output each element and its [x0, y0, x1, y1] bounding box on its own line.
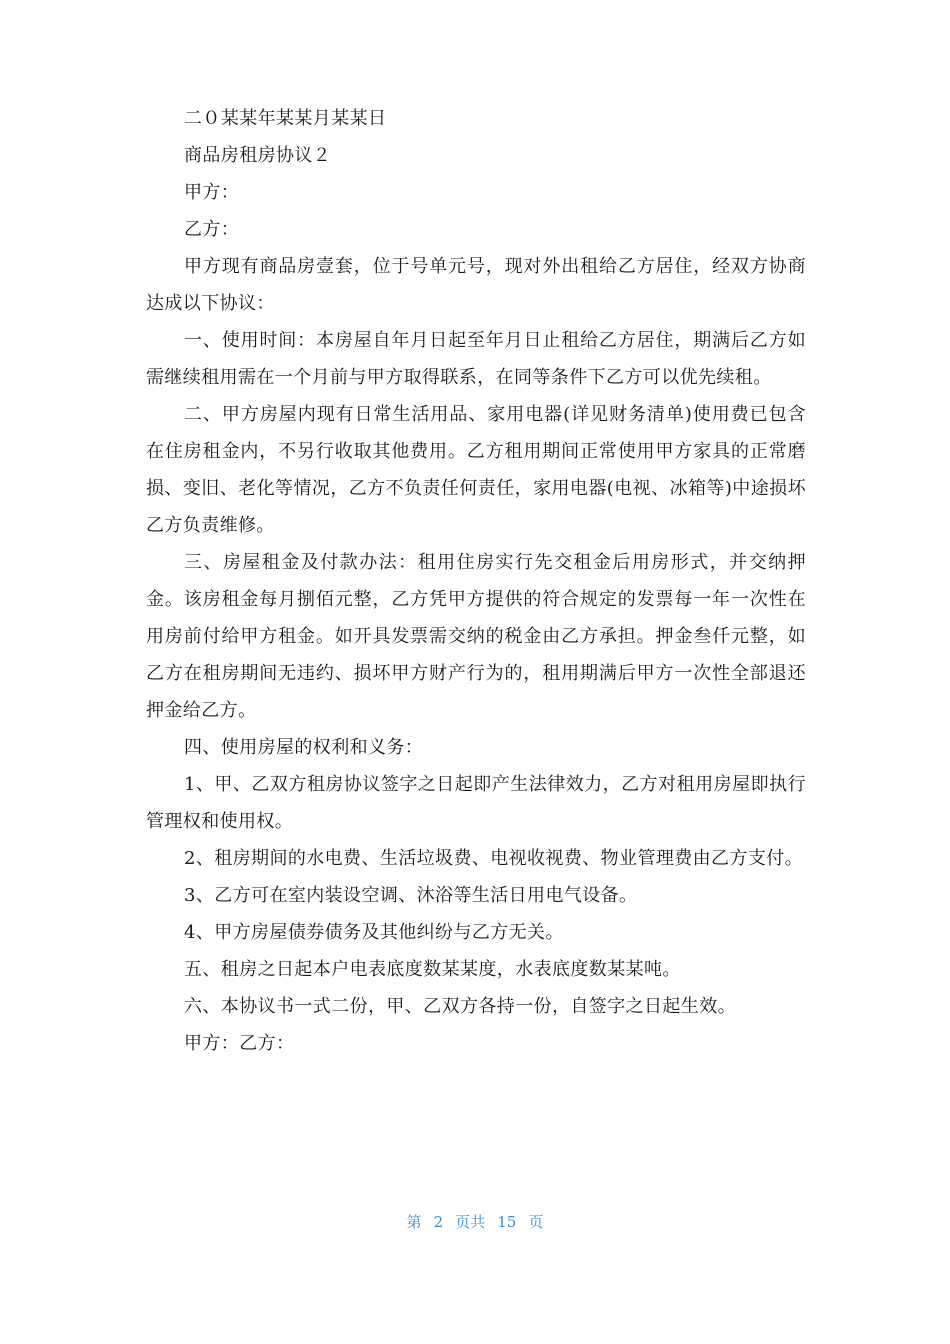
date-line: 二０某某年某某月某某日 — [184, 108, 387, 129]
clause-4-item-4: 4、甲方房屋债券债务及其他纠纷与乙方无关。 — [184, 922, 564, 943]
clause-3-paragraph: 三、房屋租金及付款办法：租用住房实行先交租金后用房形式，并交纳押金。该房租金每月捌佰元整，乙方凭甲方提供的符合规定的发票每一年一次性在用房前付给甲方租金。如开具发票需交纳的税金由乙方承担。押金叁仟元整，如乙方在租房期间无违约、损坏甲方财产行为的，租用期满后甲方一次性全部退还押金给乙方。 — [146, 552, 806, 721]
clause-1-paragraph: 一、使用时间：本房屋自年月日起至年月日止租给乙方居住，期满后乙方如需继续租用需在一个月前与甲方取得联系，在同等条件下乙方可以优先续租。 — [146, 330, 806, 388]
clause-4-item-1: 1、甲、乙双方租房协议签字之日起即产生法律效力，乙方对租用房屋即执行管理权和使用权。 — [146, 774, 806, 832]
clause-4-item-3: 3、乙方可在室内装设空调、沐浴等生活日用电气设备。 — [184, 885, 638, 906]
clause-5-paragraph: 五、租房之日起本户电表底度数某某度，水表底度数某某吨。 — [184, 959, 681, 980]
document-body — [146, 100, 806, 1062]
footer-prefix: 第 — [406, 1213, 422, 1231]
footer-current-page: 2 — [433, 1213, 444, 1231]
intro-paragraph: 甲方现有商品房壹套，位于号单元号，现对外出租给乙方居住，经双方协商达成以下协议： — [146, 256, 806, 314]
clause-4-heading: 四、使用房屋的权利和义务： — [184, 737, 424, 758]
clause-4-item-2: 2、租房期间的水电费、生活垃圾费、电视收视费、物业管理费由乙方支付。 — [184, 848, 804, 869]
page-footer — [0, 1212, 950, 1232]
clause-6-paragraph: 六、本协议书一式二份，甲、乙双方各持一份，自签字之日起生效。 — [184, 996, 736, 1017]
document-title: 商品房租房协议２ — [184, 145, 332, 166]
party-a-line: 甲方： — [184, 182, 240, 203]
footer-middle: 页共 — [455, 1213, 486, 1231]
clause-2-paragraph: 二、甲方房屋内现有日常生活用品、家用电器(详见财务清单)使用费已包含在住房租金内，不另行收取其他费用。乙方租用期间正常使用甲方家具的正常磨损、变旧、老化等情况，乙方不负责任何责任，家用电器(电视、冰箱等)中途损坏乙方负责维修。 — [146, 404, 806, 536]
footer-suffix: 页 — [528, 1213, 544, 1231]
footer-total-pages: 15 — [497, 1213, 517, 1231]
signature-line: 甲方：乙方： — [184, 1033, 295, 1054]
party-b-line: 乙方： — [184, 219, 240, 240]
